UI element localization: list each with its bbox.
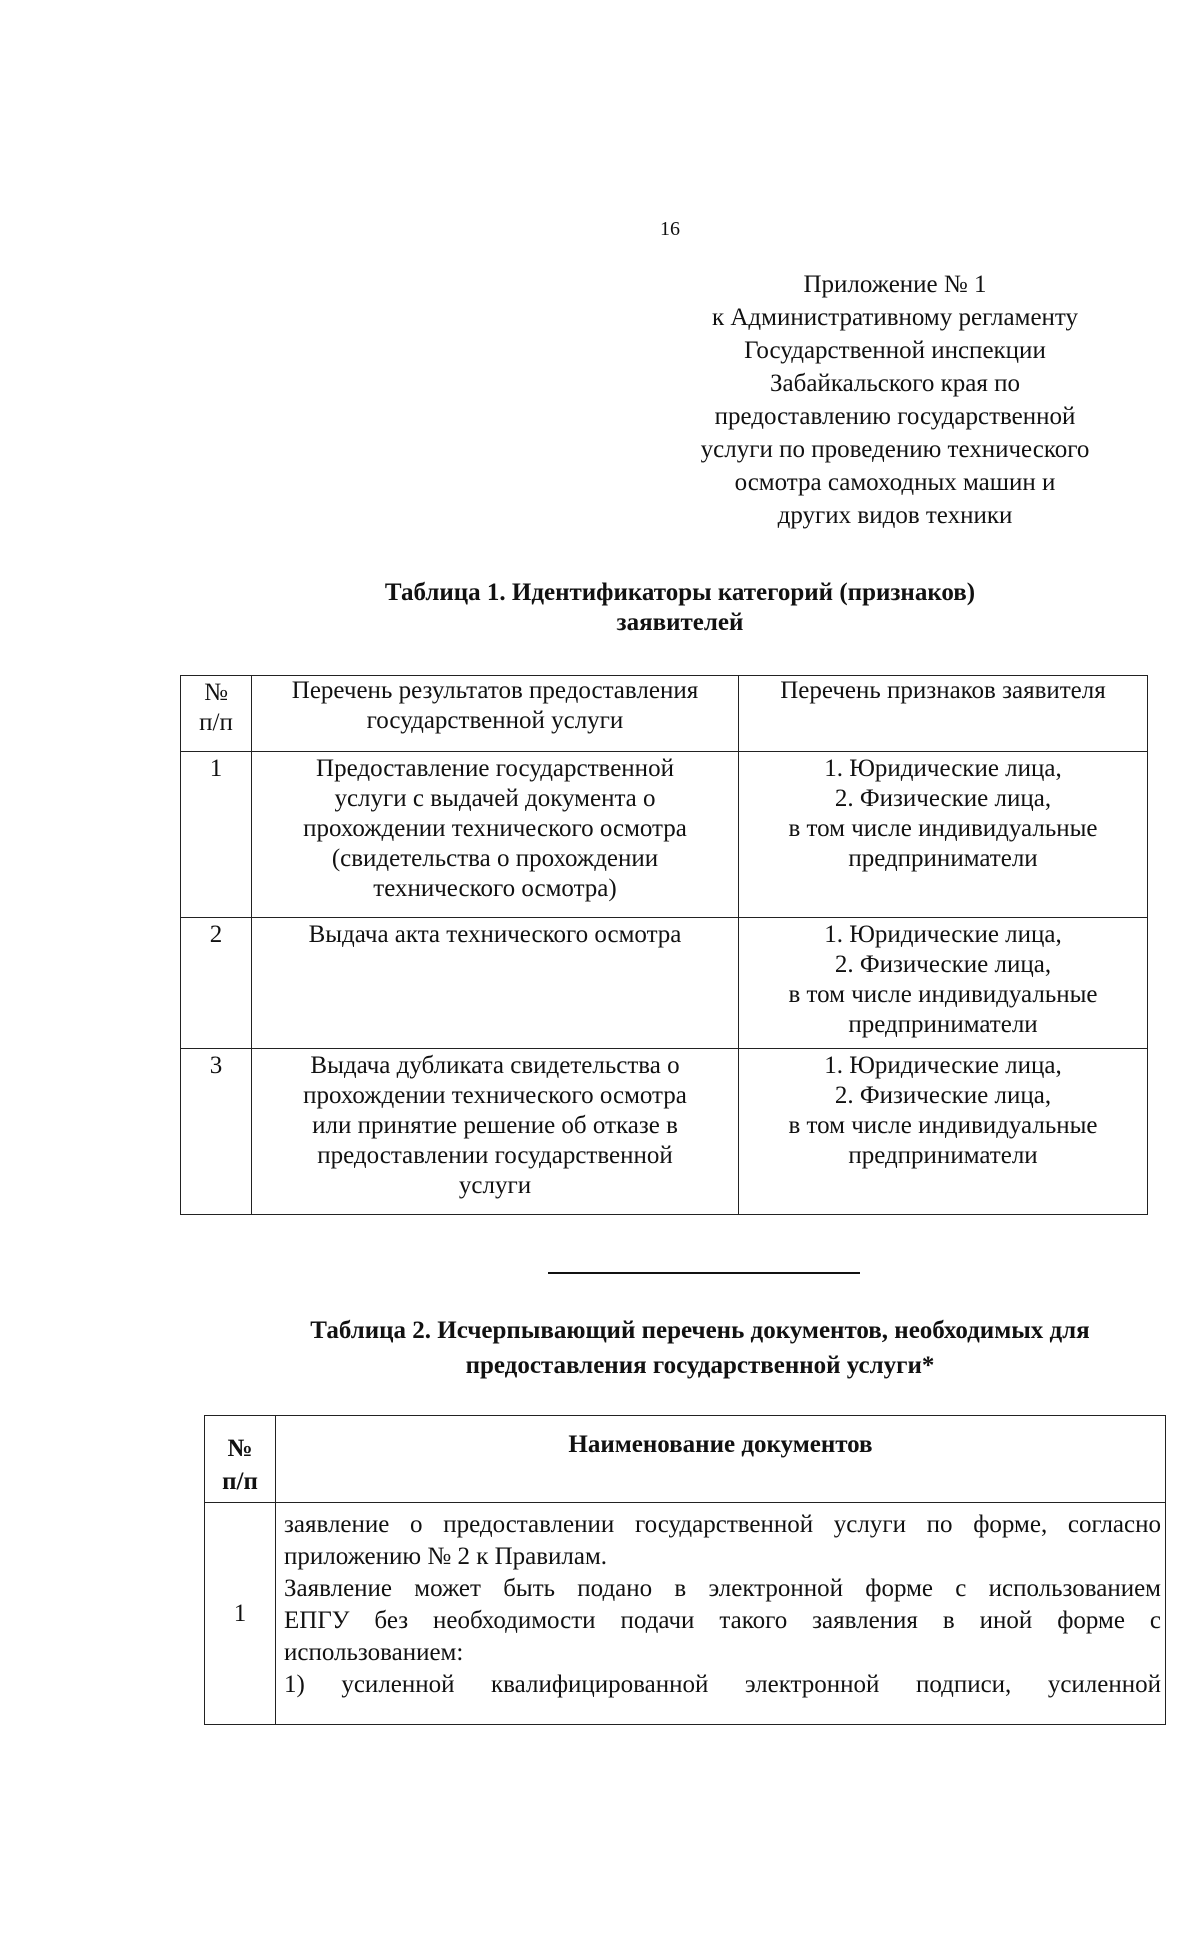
header-num <box>205 1416 276 1503</box>
header-document-name-text: Наименование документов <box>568 1431 873 1458</box>
header-results <box>252 676 739 752</box>
table-header-row <box>181 676 1148 752</box>
row-result-line: услуги <box>458 1172 532 1199</box>
section-divider <box>548 1272 860 1274</box>
row-result-line: или принятие решение об отказе в <box>312 1112 678 1139</box>
header-num-line: № <box>204 679 228 706</box>
appendix-line: предоставлению государственной <box>714 403 1076 430</box>
row-result-line: Предоставление государственной <box>316 755 674 782</box>
row-applicants-line: в том числе индивидуальные <box>788 815 1098 842</box>
table1-title-line: Таблица 1. Идентификаторы категорий (признаков) <box>384 579 976 606</box>
row-applicants-line: 1. Юридические лица, <box>824 755 1062 782</box>
row-result-line: (свидетельства о прохождении <box>331 845 659 872</box>
document-text-line: использованием: <box>284 1639 464 1666</box>
table-header-row <box>205 1416 1166 1503</box>
header-num-line: п/п <box>222 1468 258 1495</box>
row-num <box>205 1503 276 1725</box>
row-result <box>252 1049 739 1215</box>
document-text-line: Заявление может быть подано в электронной форме с использованием <box>284 1575 1161 1602</box>
row-applicants-line: в том числе индивидуальные <box>788 1112 1098 1139</box>
table-row <box>181 1049 1148 1215</box>
row-result-line: прохождении технического осмотра <box>303 1082 687 1109</box>
header-applicants-line: Перечень признаков заявителя <box>780 677 1106 704</box>
table1-title <box>240 578 1120 638</box>
row-applicants-line: 2. Физические лица, <box>834 785 1052 812</box>
appendix-line: Государственной инспекции <box>744 337 1046 364</box>
row-result <box>252 752 739 918</box>
row-applicants-line: 2. Физические лица, <box>834 951 1052 978</box>
row-applicants <box>739 1049 1148 1215</box>
row-applicants <box>739 918 1148 1049</box>
row-applicants-line: предприниматели <box>848 1011 1038 1038</box>
appendix-line: Забайкальского края по <box>770 370 1020 397</box>
row-result-line: предоставлении государственной <box>317 1142 673 1169</box>
row-applicants-line: в том числе индивидуальные <box>788 981 1098 1008</box>
header-num-line: п/п <box>199 709 233 736</box>
appendix-line: осмотра самоходных машин и <box>734 469 1056 496</box>
document-text-line: приложению № 2 к Правилам. <box>284 1543 608 1570</box>
table2-title-line: предоставления государственной услуги* <box>465 1352 935 1379</box>
row-applicants-line: предприниматели <box>848 845 1038 872</box>
row-applicants-line: 1. Юридические лица, <box>824 1052 1062 1079</box>
document-text-line: заявление о предоставлении государственной услуги по форме, согласно <box>284 1511 1161 1538</box>
document-text-line: ЕПГУ без необходимости подачи такого заявления в иной форме с <box>284 1607 1161 1634</box>
row-result-line: Выдача акта технического осмотра <box>308 921 682 948</box>
header-results-line: Перечень результатов предоставления <box>291 677 699 704</box>
header-applicants <box>739 676 1148 752</box>
appendix-line: других видов техники <box>777 502 1013 529</box>
row-result-line: услуги с выдачей документа о <box>334 785 656 812</box>
table-row <box>181 752 1148 918</box>
row-result-line: прохождении технического осмотра <box>303 815 687 842</box>
row-result-line: Выдача дубликата свидетельства о <box>310 1052 680 1079</box>
row-num-text: 2 <box>209 921 223 948</box>
row-result <box>252 918 739 1049</box>
row-applicants-line: предприниматели <box>848 1142 1038 1169</box>
appendix-line: к Административному регламенту <box>711 304 1079 331</box>
header-document-name <box>276 1416 1166 1503</box>
appendix-header <box>660 268 1130 532</box>
row-num-text: 1 <box>209 755 223 782</box>
row-applicants-line: 2. Физические лица, <box>834 1082 1052 1109</box>
required-documents-table <box>204 1415 1166 1725</box>
table-row <box>181 918 1148 1049</box>
row-num-text: 1 <box>233 1599 247 1627</box>
page-number: 16 <box>660 218 680 240</box>
appendix-line: Приложение № 1 <box>803 271 987 298</box>
row-applicants <box>739 752 1148 918</box>
row-num <box>181 1049 252 1215</box>
appendix-line: услуги по проведению технического <box>700 436 1090 463</box>
document-text-line: 1) усиленной квалифицированной электронной подписи, усиленной <box>284 1671 1161 1698</box>
row-num <box>181 752 252 918</box>
row-result-line: технического осмотра) <box>373 875 617 902</box>
table-row <box>205 1503 1166 1725</box>
row-num <box>181 918 252 1049</box>
header-num <box>181 676 252 752</box>
applicant-categories-table <box>180 675 1148 1215</box>
table1-title-line: заявителей <box>616 609 744 636</box>
header-num-line: № <box>227 1435 253 1462</box>
row-applicants-line: 1. Юридические лица, <box>824 921 1062 948</box>
table2-title <box>240 1313 1160 1383</box>
row-document-text <box>276 1503 1166 1725</box>
row-num-text: 3 <box>209 1052 223 1079</box>
table2-title-line: Таблица 2. Исчерпывающий перечень документов, необходимых для <box>310 1317 1090 1344</box>
header-results-line: государственной услуги <box>366 707 624 734</box>
